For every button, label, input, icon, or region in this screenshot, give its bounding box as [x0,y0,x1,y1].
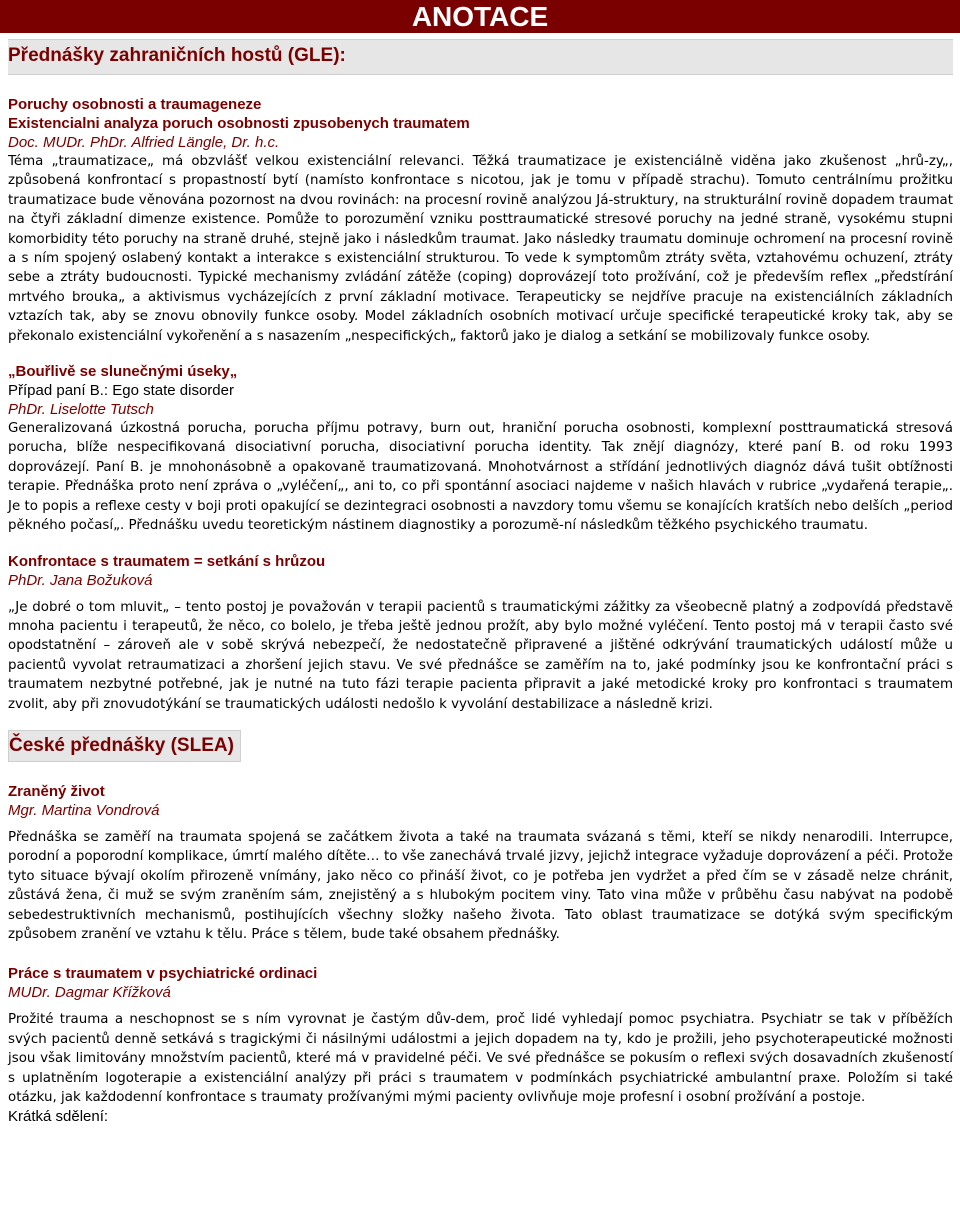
lecture-abstract: Téma „traumatizace„ má obzvlášť velkou existenciální relevanci. Těžká traumatizace je existenciálně viděna jako zkušenost „hrů-zy„, způsobená konfrontací s propastností bytí (namísto konfrontace s nicotou, jak je tomu v případě strachu). Tomuto centrálnímu prožitku traumatizace bude věnována pozornost na dvou rovinách: na procesní rovině analýzou Já-struktury, na strukturální rovině dopadem traumat na čtyři základní dimenze existence. Pomůže to porozumění vzniku posttraumatické stresové poruchy na jedné straně, vysokému stupni komorbidity této poruchy na straně druhé, stejně jako i následkům traumat. Jako následky traumatu dominuje ochromení na procesní rovině a s ním spojený oslabený kontakt a interakce s existenciální strukturou. To vede k symptomům ztráty světa, vztahovému ochuzení, ztráty sebe a ztráty budoucnosti. Typické mechanismy zvládání zátěže (coping) doprovázejí toto prožívání, což je především reflex „předstírání mrtvého brouka„ a aktivismus vycházejících z první základní motivace. Terapeuticky se nejdříve pracuje na existenciálních základních vztazích tak, aby se znovu obnovily funkce osoby. Model základních osobních motivací určuje specifické terapeutické kroky tak, aby se překonalo existenciální vykořenění a s nasazením „nespecifických„ faktorů jako je dialog a setkání se mobilizovaly funkce osoby. [8,154,953,344]
lecture-abstract: Prožité trauma a neschopnost se s ním vyrovnat je častým dův-dem, proč lidé vyhledají pomoc psychiatra. Psychiatr se tak v příběžích svých pacientů denně setkává s tragickými či násilnými událostmi a jejich dopadem na ty, kdo je prožili, jeho psychoterapeutické možnosti jsou však limitovány množstvím pacientů, které má v pravidelné péči. Ve své přednášce se pokusím o reflexi svých dosavadních zkušeností s uplatněním logoterapie a existenciální analýzy při práci s traumatem v podmínkách psychiatrické ambulantní praxe. Položím si také otázku, jak každodenní konfrontace s traumaty prožívanými mými pacienty ovlivňuje moje profesní i osobní prožívání a postoje. [8,1012,953,1105]
short-talks-label: Krátká sdělení: [8,1108,109,1126]
lecture-speaker: MUDr. Dagmar Křížková [8,984,171,1002]
lecture-bozukova [8,552,953,714]
document-body [8,39,953,1126]
lecture-speaker: PhDr. Jana Božuková [8,571,153,589]
lecture-speaker: Mgr. Martina Vondrová [8,801,160,819]
lecture-speaker: PhDr. Liselotte Tutsch [8,401,154,419]
lecture-title: Práce s traumatem v psychiatrické ordinaci [8,965,318,983]
lecture-vondrova [8,782,953,944]
lecture-title: Poruchy osobnosti a traumageneze [8,96,262,113]
lecture-speaker: Doc. MUDr. PhDr. Alfried Längle, Dr. h.c. [8,134,280,151]
lecture-abstract: Přednáška se zaměří na traumata spojená se začátkem života a také na traumata svázaná s těmi, kteří se nikdy nenarodili. Interrupce, porodní a poporodní komplikace, úmrtí malého dítěte… to vše zanechává trvalé jizvy, jejichž integrace vyžaduje doprovázení a péči. Protože tyto situace bývají okolím přirozeně vnímány, jako něco co přináší život, co je potřeba jen vydržet a před čím se v zásadě nelze chránit, zůstává žena, či muž se svým zraněním sám, znejistěný a s hlubokým pocitem viny. Tato vina může v průběhu času nabývat na podobě sebedestruktivních mechanismů, postihujících všechny složky našeho života. Tato oblast traumatizace se dotýká svým specifickým způsobem zranění ve vztahu k tělu. Práce s tělem, bude také obsahem přednášky. [8,829,953,942]
lecture-abstract: Generalizovaná úzkostná porucha, porucha příjmu potravy, burn out, hraniční porucha osobnosti, komplexní posttraumatická stresová porucha, blíže nespecifikovaná disociativní porucha, disociativní porucha identity. Tak znějí diagnózy, které paní B. od roku 1993 doprovázejí. Paní B. je mnohonásobně a opakovaně traumatizovaná. Mnohotvárnost a střídání jednotlivých diagnóz dává tušit obtížnosti terapie. Přednáška proto není zpráva o „vyléčení„, ani to, co při spontánní asociaci najdeme v našich hlavách v rubrice „vydařená terapie„. Je to popis a reflexe cesty v boji proti opakující se dezintegraci osobnosti a navzdory tomu všemu se konajících kratších nebo delších „period pěkného počasí„. Přednášku uvedu teoretickým nástinem diagnostiky a porozumě-ní následkům těžkého psychického traumatu. [8,421,953,534]
gle-section-heading: Přednášky zahraničních hostů (GLE): [8,39,953,75]
annotation-banner: ANOTACE [0,0,960,33]
lecture-tutsch [8,362,953,535]
lecture-title: Zraněný život [8,782,105,800]
slea-section-heading: České přednášky (SLEA) [8,730,241,762]
lecture-krizkova [8,964,953,1126]
lecture-abstract: „Je dobré o tom mluvit„ – tento postoj je považován v terapii pacientů s traumatickými zážitky za všeobecně platný a zodpovídá představě mnoha pacientu i terapeutů, že něco, co bolelo, je třeba ještě jednou prožít, aby bylo možné vyléčení. Tento postoj má v terapii často své opodstatnění – zároveň ale v sobě skrývá nebezpečí, že nedostatečně připravené a jištěné odkrývání traumatických událostí může u pacientů vyvolat retraumatizaci a zhoršení jejich stavu. Ve své přednášce se zaměřím na to, jaké podmínky jsou ke konfrontační práci s traumatem nezbytné potřebné, jak je nutné na tuto fázi terapie pacienta připravit a jaké metodické kroky pro konfrontaci s traumatem zvolit, aby při znovudotýkání se traumatických události nedošlo k vyvolání destabilizace a následně krizi. [8,599,953,712]
lecture-subtitle: Existencialni analyza poruch osobnosti zpusobenych traumatem [8,115,470,132]
lecture-langle [8,95,953,346]
lecture-title: Konfrontace s traumatem = setkání s hrůzou [8,552,326,570]
lecture-title: „Bouřlivě se slunečnými úseky„ [8,363,238,381]
lecture-case-line: Případ paní B.: Ego state disorder [8,382,234,400]
